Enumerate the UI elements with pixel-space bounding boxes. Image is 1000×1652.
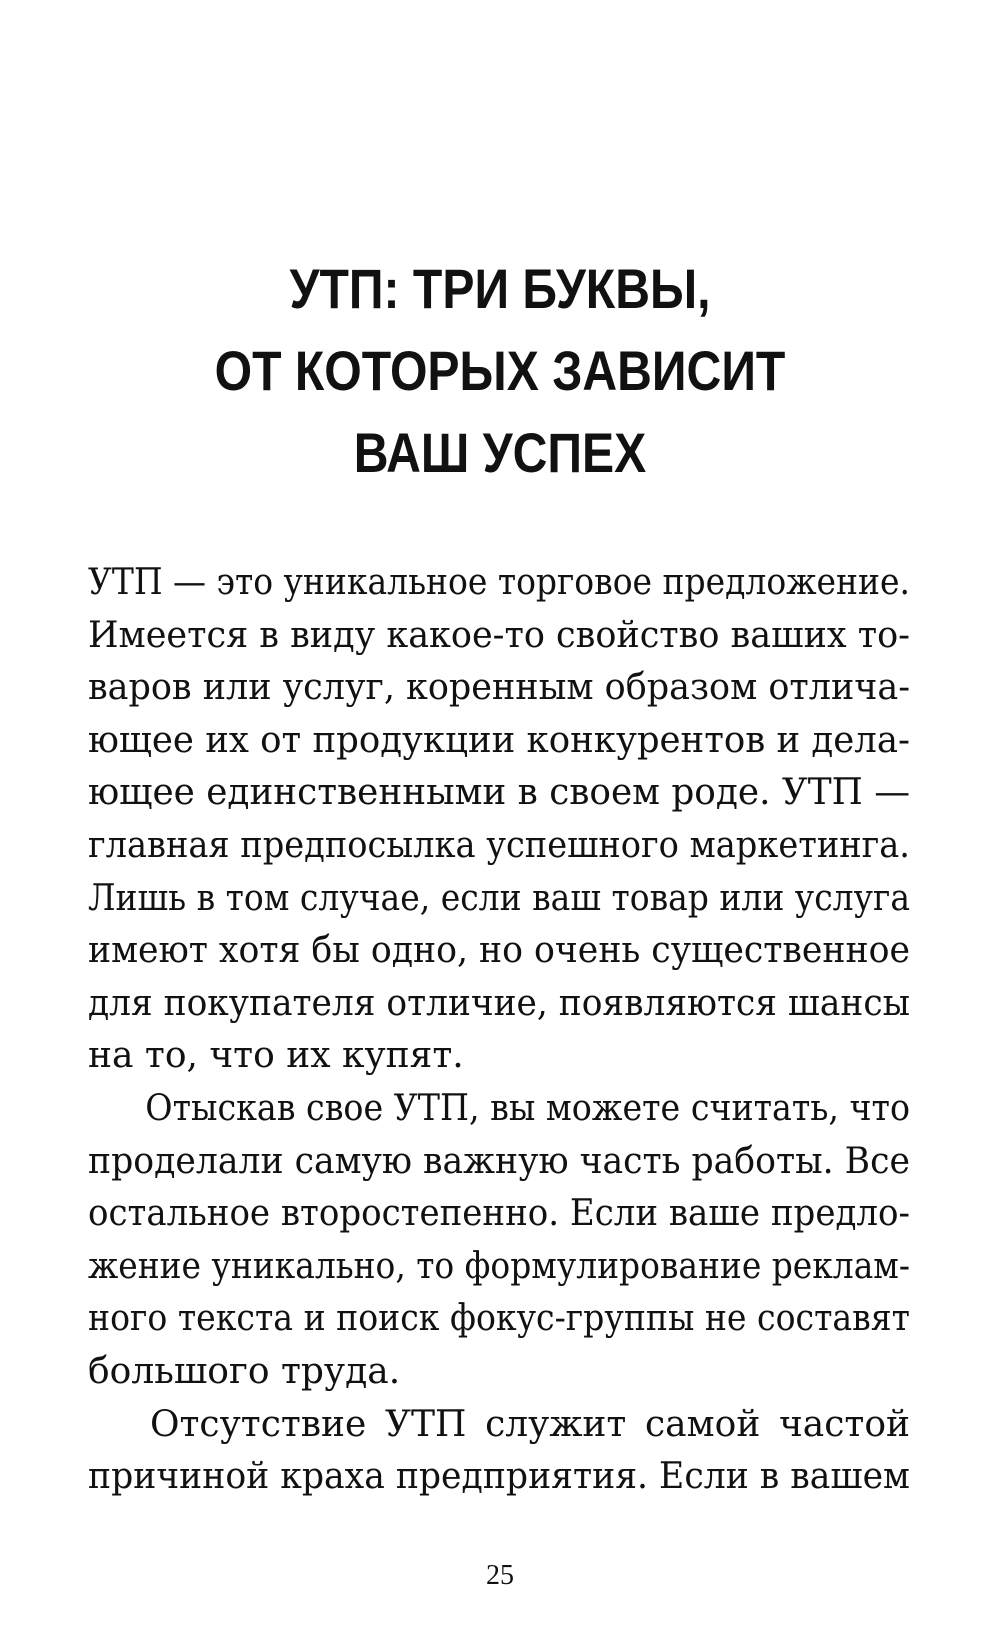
page-number: 25 [486, 1560, 514, 1591]
text-line: Отыскав свое УТП, вы можете считать, что [145, 1087, 910, 1129]
text-line: ющее единственными в своем роде. УТП — [88, 772, 910, 814]
text-line: проделали самую важную часть работы. Все [88, 1140, 910, 1182]
chapter-title-line: УТП: ТРИ БУКВЫ, [289, 257, 711, 320]
text-line: на то, что их купят. [88, 1035, 464, 1077]
paragraph-3 [88, 1399, 910, 1504]
paragraph-1 [88, 557, 910, 1083]
text-line: ного текста и поиск фокус-группы не составят [88, 1298, 910, 1340]
text-line: жение уникально, то формулирование реклам- [88, 1245, 910, 1287]
text-line: остальное второстепенно. Если ваше предло- [88, 1193, 910, 1235]
paragraph-2 [88, 1083, 910, 1399]
text-line: Лишь в том случае, если ваш товар или услуга [88, 877, 910, 919]
text-line: УТП — это уникальное торговое предложение. [88, 562, 910, 603]
chapter-title-line: ОТ КОТОРЫХ ЗАВИСИТ [214, 339, 786, 402]
chapter-title [147, 248, 852, 494]
text-line: причиной краха предприятия. Если в вашем [88, 1456, 910, 1498]
text-line: главная предпосылка успешного маркетинга. [88, 824, 910, 866]
text-line: большого труда. [88, 1350, 401, 1392]
text-line: Отсутствие УТП служит самой частой [150, 1403, 910, 1445]
text-line: Имеется в виду какое-то свойство ваших то- [88, 614, 910, 656]
body-text [88, 557, 910, 1504]
text-line: для покупателя отличие, появляются шансы [88, 982, 910, 1024]
text-line: ющее их от продукции конкурентов и дела- [88, 719, 910, 761]
text-line: имеют хотя бы одно, но очень существенное [88, 930, 910, 972]
chapter-title-line: ВАШ УСПЕХ [353, 421, 647, 484]
text-line: варов или услуг, коренным образом отлича- [88, 667, 910, 709]
